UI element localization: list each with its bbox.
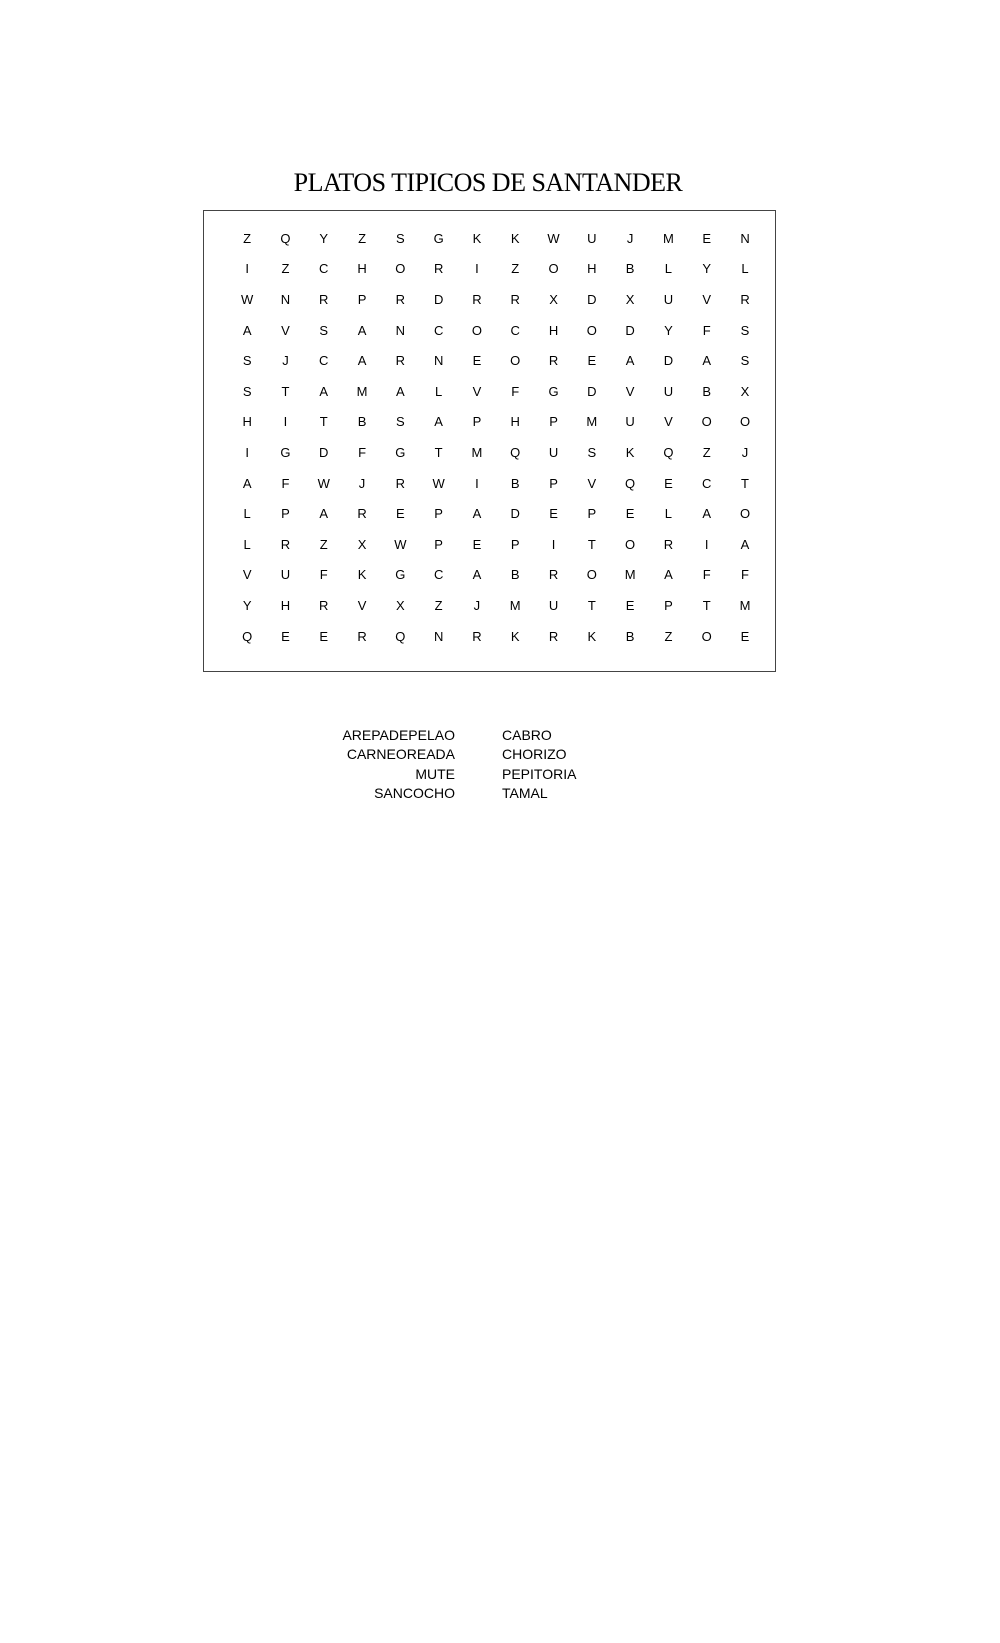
grid-letter: U [548,444,559,460]
grid-letter: W [317,475,330,491]
grid-letter: C [319,261,329,277]
grid-letter: R [548,353,559,369]
grid-letter: D [510,506,520,522]
grid-letter: A [472,567,482,583]
grid-letter: U [663,383,674,399]
grid-letter: E [319,628,329,644]
grid-letter: P [357,291,367,307]
grid-letter: F [702,322,711,338]
grid-letter: Z [434,597,443,613]
grid-letter: A [357,322,367,338]
grid-letter: U [280,567,291,583]
grid-letter: E [281,628,290,644]
grid-letter: K [357,567,367,583]
grid-letter: W [547,230,560,246]
grid-letter: G [395,444,406,460]
grid-letter: S [242,353,252,369]
grid-letter: Y [242,597,252,613]
word-search-grid [228,223,764,651]
grid-letter: P [281,506,290,522]
grid-letter: Z [511,261,520,277]
grid-letter: O [586,322,597,338]
grid-letter: J [282,353,289,369]
grid-letter: Z [358,230,367,246]
grid-letter: P [549,475,558,491]
grid-letter: T [587,536,596,552]
grid-letter: T [434,444,443,460]
grid-letter: K [472,230,482,246]
grid-letter: Y [702,261,712,277]
grid-letter: V [357,597,367,613]
grid-letter: R [280,536,291,552]
grid-letter: N [280,291,291,307]
grid-letter: A [434,414,443,430]
grid-letter: L [664,261,673,277]
grid-letter: P [664,597,673,613]
grid-letter: H [357,261,367,277]
grid-letter: S [740,353,750,369]
word-list-item: SANCOCHO [374,784,455,801]
grid-letter: J [741,444,749,460]
grid-letter: R [663,536,674,552]
grid-letter: P [434,536,443,552]
grid-letter: R [510,291,520,307]
grid-letter: X [740,383,750,399]
grid-letter: S [740,322,750,338]
grid-letter: R [472,291,482,307]
grid-letter: H [242,414,252,430]
grid-letter: M [471,444,483,460]
grid-letter: W [241,291,254,307]
grid-letter: R [395,291,406,307]
grid-letter: Q [510,444,521,460]
grid-letter: F [319,567,328,583]
grid-letter: A [242,322,252,338]
grid-letter: A [702,506,712,522]
grid-letter: I [283,414,288,430]
grid-letter: O [586,567,597,583]
grid-letter: D [319,444,329,460]
word-list-item: AREPADEPELAO [342,727,455,743]
grid-letter: D [625,322,635,338]
grid-letter: X [625,291,635,307]
grid-letter: A [357,353,367,369]
grid-letter: C [433,567,444,583]
grid-letter: P [587,506,597,522]
grid-letter: X [396,597,405,613]
grid-letter: E [472,353,482,369]
grid-letter: J [473,597,481,613]
grid-letter: E [702,230,712,246]
grid-letter: D [433,291,444,307]
grid-letter: A [242,475,252,491]
grid-letter: T [281,383,290,399]
grid-letter: Q [242,628,253,644]
grid-letter: I [704,536,709,552]
puzzle-title: PLATOS TIPICOS DE SANTANDER [293,168,683,197]
grid-letter: F [511,383,520,399]
grid-letter: U [587,230,597,246]
grid-letter: R [472,628,482,644]
grid-letter: K [510,628,520,644]
grid-letter: R [548,567,559,583]
grid-letter: V [664,414,673,430]
grid-letter: L [741,261,749,277]
grid-letter: Q [663,444,674,460]
grid-letter: Z [243,230,252,246]
grid-letter: O [739,414,751,430]
grid-letter: I [245,261,249,277]
word-list-item: PEPITORIA [502,765,577,782]
grid-letter: H [587,261,597,277]
grid-letter: C [433,322,444,338]
grid-letter: E [740,628,750,644]
grid-letter: J [626,230,634,246]
grid-letter: E [625,597,635,613]
grid-letter: R [433,261,444,277]
word-list-right-column [502,726,662,803]
grid-letter: O [701,414,712,430]
grid-letter: S [242,383,252,399]
grid-letter: Z [664,628,673,644]
grid-letter: W [394,536,407,552]
grid-letter: Z [702,444,711,460]
grid-letter: P [510,536,520,552]
grid-letter: U [625,414,635,430]
grid-letter: E [664,475,673,491]
grid-letter: M [624,567,636,583]
grid-letter: I [475,475,479,491]
grid-letter: O [548,261,559,277]
grid-letter: F [358,444,367,460]
grid-letter: O [471,322,482,338]
grid-letter: A [664,567,673,583]
grid-letter: B [357,414,367,430]
word-search-grid-frame [203,210,776,672]
grid-letter: V [281,322,290,338]
grid-letter: U [663,291,674,307]
grid-letter: Q [280,230,291,246]
grid-letter: F [702,567,711,583]
grid-letter: B [702,383,712,399]
grid-letter: F [281,475,290,491]
grid-letter: D [587,383,597,399]
grid-letter: Y [664,322,673,338]
grid-letter: J [358,475,366,491]
word-list-item: CHORIZO [502,746,567,763]
grid-letter: N [395,322,406,338]
grid-letter: V [702,291,712,307]
grid-letter: M [356,383,368,399]
grid-letter: G [433,230,444,246]
grid-letter: X [549,291,558,307]
grid-letter: P [549,414,558,430]
grid-letter: T [587,597,596,613]
grid-letter: K [510,230,520,246]
grid-letter: N [433,353,444,369]
grid-letter: W [432,475,445,491]
grid-letter: N [433,628,444,644]
grid-letter: H [510,414,520,430]
word-list-item: CABRO [502,727,552,743]
grid-letter: Z [319,536,328,552]
grid-letter: R [395,353,406,369]
grid-letter: T [319,414,328,430]
grid-letter: A [472,506,482,522]
grid-letter: S [319,322,329,338]
grid-letter: A [319,383,329,399]
word-list-item: TAMAL [502,784,548,801]
grid-letter: O [739,506,751,522]
grid-letter: F [741,567,749,583]
grid-letter: V [625,383,635,399]
grid-letter: G [548,383,559,399]
grid-letter: B [510,475,520,491]
grid-letter: I [551,536,556,552]
grid-letter: S [396,230,405,246]
grid-letter: O [510,353,521,369]
grid-letter: R [548,628,559,644]
grid-letter: L [435,383,443,399]
grid-letter: E [625,506,635,522]
grid-letter: T [702,597,711,613]
grid-letter: Y [319,230,329,246]
grid-letter: Q [625,475,636,491]
grid-letter: P [472,414,482,430]
grid-letter: M [662,230,674,246]
grid-letter: A [625,353,635,369]
grid-letter: S [587,444,597,460]
grid-letter: D [587,291,597,307]
grid-letter: C [702,475,712,491]
grid-letter: H [548,322,559,338]
grid-letter: N [740,230,750,246]
grid-letter: B [625,261,635,277]
grid-letter: M [509,597,521,613]
grid-letter: A [702,353,712,369]
word-list-item: MUTE [415,765,455,782]
grid-letter: T [741,475,749,491]
grid-letter: E [549,506,558,522]
grid-letter: K [587,628,597,644]
word-list-item: CARNEOREADA [346,746,455,763]
word-list-left-column [300,726,455,803]
grid-letter: G [395,567,406,583]
grid-letter: O [701,628,712,644]
grid-letter: L [243,536,251,552]
grid-letter: R [395,475,406,491]
grid-letter: R [357,628,367,644]
grid-letter: D [663,353,674,369]
grid-letter: L [664,506,673,522]
grid-letter: O [625,536,636,552]
grid-letter: V [472,383,482,399]
grid-letter: Z [281,261,290,277]
grid-letter: C [510,322,520,338]
grid-letter: X [357,536,367,552]
grid-letter: E [396,506,405,522]
grid-letter: G [280,444,291,460]
grid-letter: V [242,567,252,583]
grid-letter: M [739,597,751,613]
grid-letter: U [548,597,559,613]
grid-letter: E [587,353,597,369]
grid-letter: A [319,506,329,522]
grid-letter: R [357,506,367,522]
grid-letter: P [434,506,443,522]
grid-letter: A [396,383,405,399]
grid-letter: A [740,536,750,552]
grid-letter: S [396,414,405,430]
grid-letter: I [475,261,479,277]
grid-letter: R [319,597,329,613]
grid-letter: R [740,291,750,307]
grid-letter: K [625,444,635,460]
grid-letter: V [587,475,597,491]
grid-letter: H [280,597,291,613]
grid-letter: M [586,414,598,430]
grid-letter: L [243,506,251,522]
grid-letter: E [472,536,482,552]
grid-letter: B [625,628,635,644]
grid-letter: B [510,567,520,583]
grid-letter: R [319,291,329,307]
grid-letter: I [245,444,249,460]
grid-letter: Q [395,628,406,644]
grid-letter: C [319,353,329,369]
grid-letter: O [395,261,406,277]
